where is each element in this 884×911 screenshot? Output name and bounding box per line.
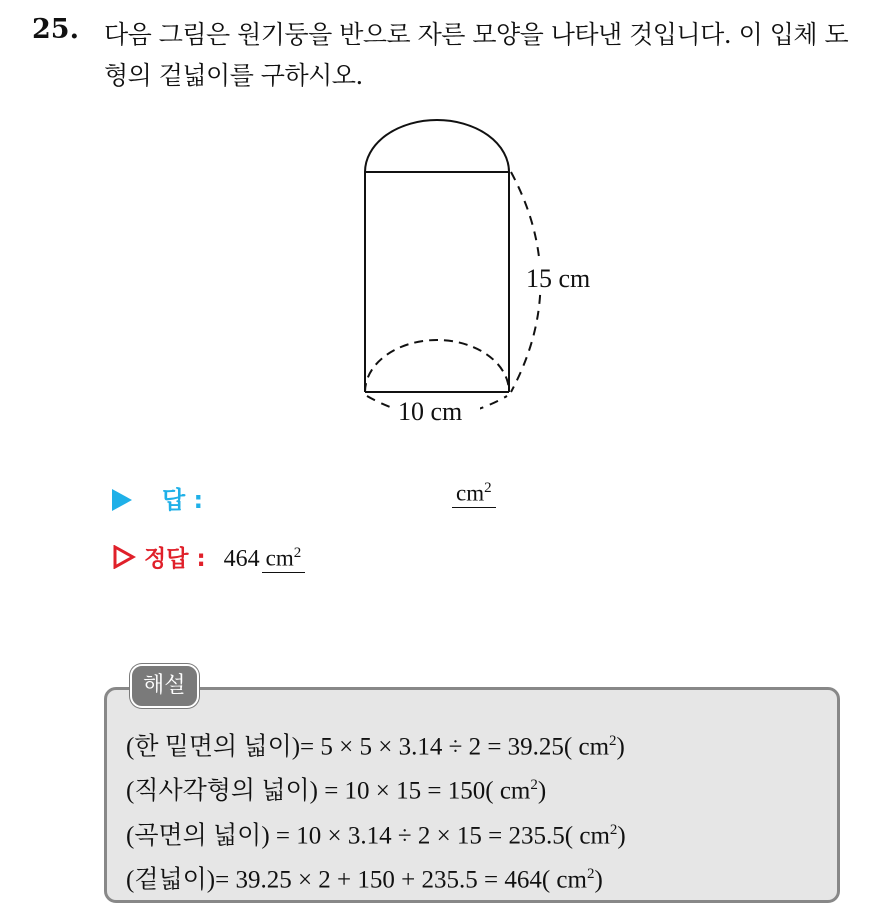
answer-row (112, 480, 203, 515)
play-triangle-icon (112, 489, 132, 511)
question-number: 25. (32, 14, 79, 45)
outline-triangle-icon (112, 545, 136, 569)
correct-answer-unit-exponent: 2 (293, 545, 302, 562)
answer-blank[interactable] (452, 480, 496, 508)
question-text: 다음 그림은 원기둥을 반으로 자른 모양을 나타낸 것입니다. 이 입체 도형의 겉넓이를 구하시오. (104, 20, 849, 90)
top-semicircle (365, 120, 509, 172)
correct-answer-label: 정답 : (144, 546, 206, 572)
correct-answer-row (112, 540, 305, 573)
solution-line: (직사각형의 넓이) = 10 × 15 = 150( $cm^2$) (126, 777, 547, 805)
diameter-label: 10 cm (398, 397, 463, 426)
solution-line: (겉넓이)= 39.25 × 2 + 150 + 235.5 = 464( $cm^2$) (126, 865, 603, 894)
correct-answer-unit: cm (265, 546, 294, 571)
solution-lines (126, 722, 626, 899)
hidden-bottom-arc (365, 340, 509, 392)
solution-line: (한 밑면의 넓이)= 5 × 5 × 3.14 ÷ 2 = 39.25( $cm^2$) (126, 733, 625, 761)
height-label: 15 cm (526, 264, 591, 293)
answer-label: 답 : (162, 486, 204, 514)
solution-tag: 해설 (130, 664, 199, 708)
answer-unit: cm (456, 480, 485, 506)
solution-line: (곡면의 넓이) = 10 × 3.14 ÷ 2 × 15 = 235.5( $cm^2$) (126, 821, 626, 849)
half-cylinder-figure (340, 110, 640, 430)
answer-unit-exponent: 2 (484, 480, 492, 496)
correct-answer-value: 464 (223, 546, 260, 572)
